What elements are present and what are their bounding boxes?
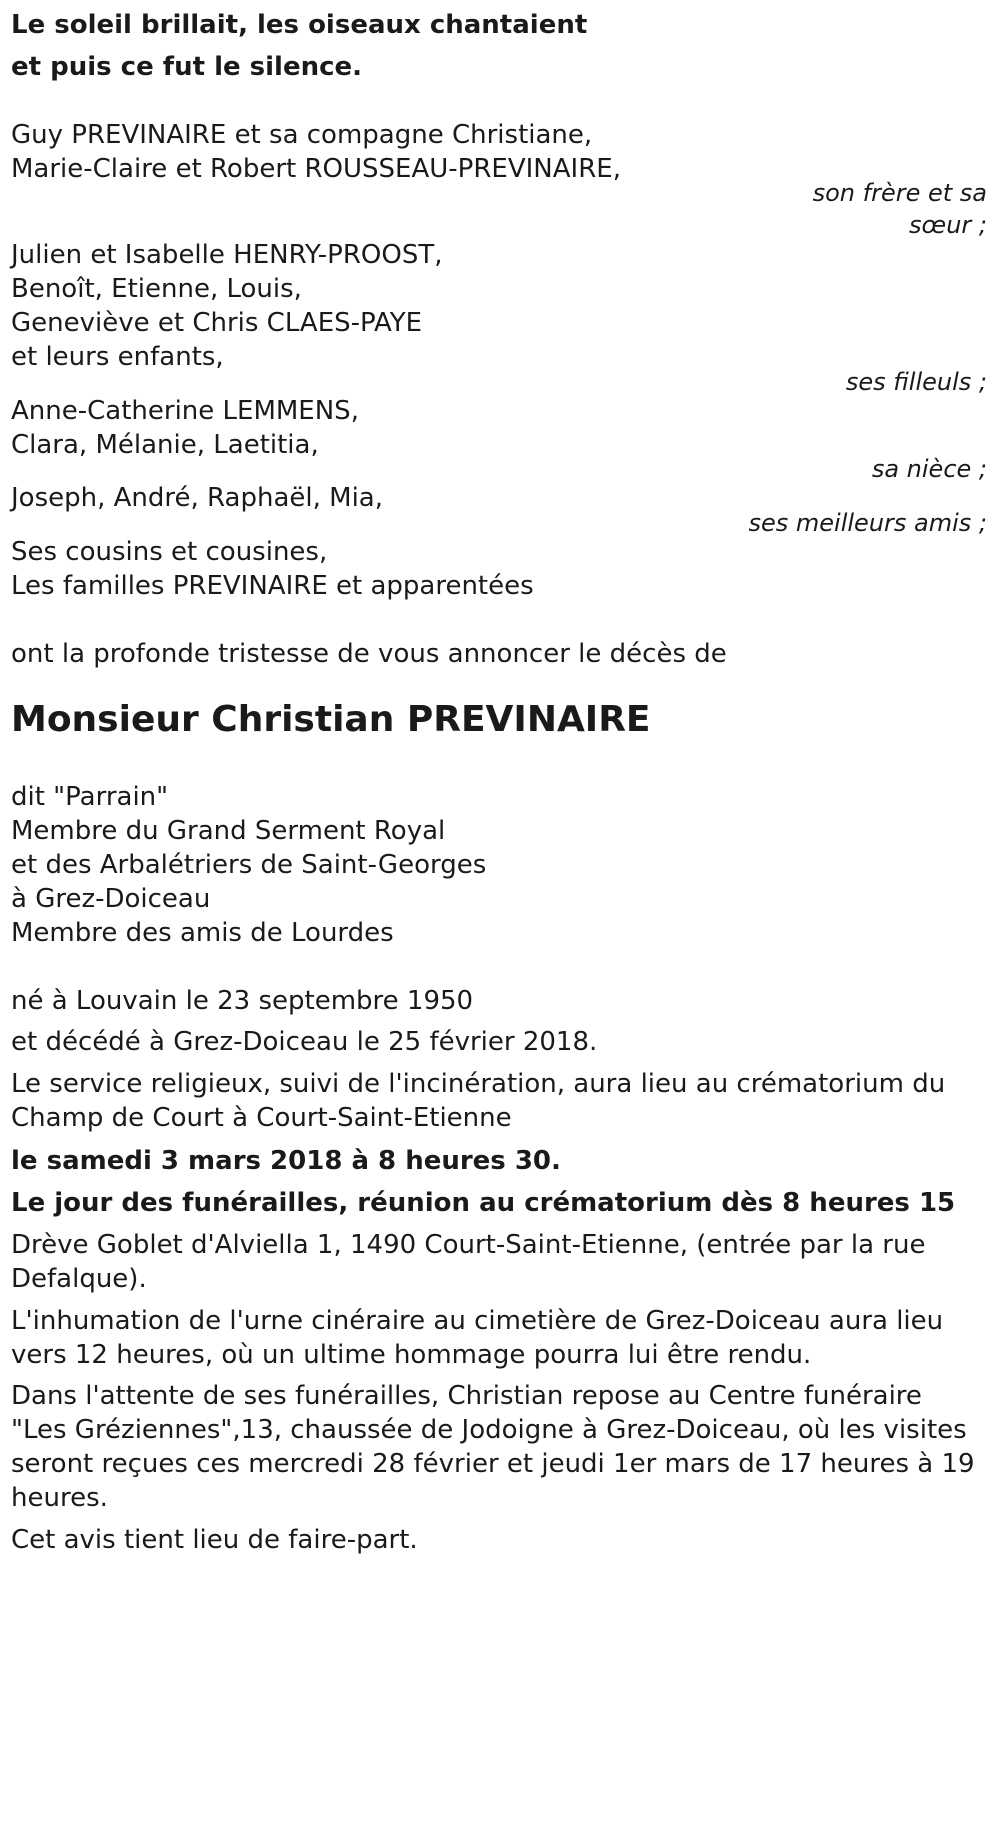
- birth-line: né à Louvain le 23 septembre 1950: [11, 986, 474, 1016]
- deceased-detail: dit "Parrain": [11, 782, 169, 812]
- relation-label: sœur ;: [909, 211, 987, 239]
- burial-line: vers 12 heures, où un ultime hommage pourra lui être rendu.: [11, 1340, 812, 1370]
- family-line: Guy PREVINAIRE et sa compagne Christiane,: [11, 120, 593, 150]
- family-line: Anne-Catherine LEMMENS,: [11, 396, 359, 426]
- death-line: et décédé à Grez-Doiceau le 25 février 2018.: [11, 1027, 598, 1057]
- deceased-name: Monsieur Christian PREVINAIRE: [11, 699, 651, 740]
- family-line: Joseph, André, Raphaël, Mia,: [11, 483, 383, 513]
- family-line: Marie-Claire et Robert ROUSSEAU-PREVINAIRE,: [11, 154, 621, 184]
- family-line: Ses cousins et cousines,: [11, 537, 328, 567]
- relation-label: son frère et sa: [812, 179, 987, 207]
- relation-label: ses meilleurs amis ;: [748, 509, 987, 537]
- announcement: ont la profonde tristesse de vous annoncer le décès de: [11, 639, 727, 669]
- visits-line: Dans l'attente de ses funérailles, Christian repose au Centre funéraire: [11, 1381, 922, 1411]
- closing-line: Cet avis tient lieu de faire-part.: [11, 1525, 418, 1555]
- intro-line-2: et puis ce fut le silence.: [11, 52, 363, 82]
- burial-line: L'inhumation de l'urne cinéraire au cimetière de Grez-Doiceau aura lieu: [11, 1306, 944, 1336]
- deceased-detail: Membre du Grand Serment Royal: [11, 816, 446, 846]
- visits-line: heures.: [11, 1483, 108, 1513]
- visits-line: seront reçues ces mercredi 28 février et jeudi 1er mars de 17 heures à 19: [11, 1449, 975, 1479]
- service-line: Le service religieux, suivi de l'incinération, aura lieu au crématorium du: [11, 1069, 946, 1099]
- visits-line: "Les Gréziennes",13, chaussée de Jodoigne à Grez-Doiceau, où les visites: [11, 1415, 967, 1445]
- intro-line-1: Le soleil brillait, les oiseaux chantaient: [11, 10, 588, 40]
- address-line: Drève Goblet d'Alviella 1, 1490 Court-Saint-Etienne, (entrée par la rue: [11, 1230, 926, 1260]
- address-line: Defalque).: [11, 1264, 147, 1294]
- family-line: et leurs enfants,: [11, 342, 224, 372]
- family-line: Benoît, Etienne, Louis,: [11, 274, 302, 304]
- family-line: Julien et Isabelle HENRY-PROOST,: [11, 240, 443, 270]
- relation-label: ses filleuls ;: [845, 368, 987, 396]
- family-line: Les familles PREVINAIRE et apparentées: [11, 571, 534, 601]
- service-line: Champ de Court à Court-Saint-Etienne: [11, 1103, 512, 1133]
- service-date: le samedi 3 mars 2018 à 8 heures 30.: [11, 1146, 561, 1176]
- meeting-line: Le jour des funérailles, réunion au crématorium dès 8 heures 15: [11, 1188, 956, 1218]
- family-line: Clara, Mélanie, Laetitia,: [11, 430, 319, 460]
- family-line: Geneviève et Chris CLAES-PAYE: [11, 308, 423, 338]
- relation-label: sa nièce ;: [871, 455, 987, 483]
- deceased-detail: et des Arbalétriers de Saint-Georges: [11, 850, 487, 880]
- deceased-detail: Membre des amis de Lourdes: [11, 918, 394, 948]
- deceased-detail: à Grez-Doiceau: [11, 884, 211, 914]
